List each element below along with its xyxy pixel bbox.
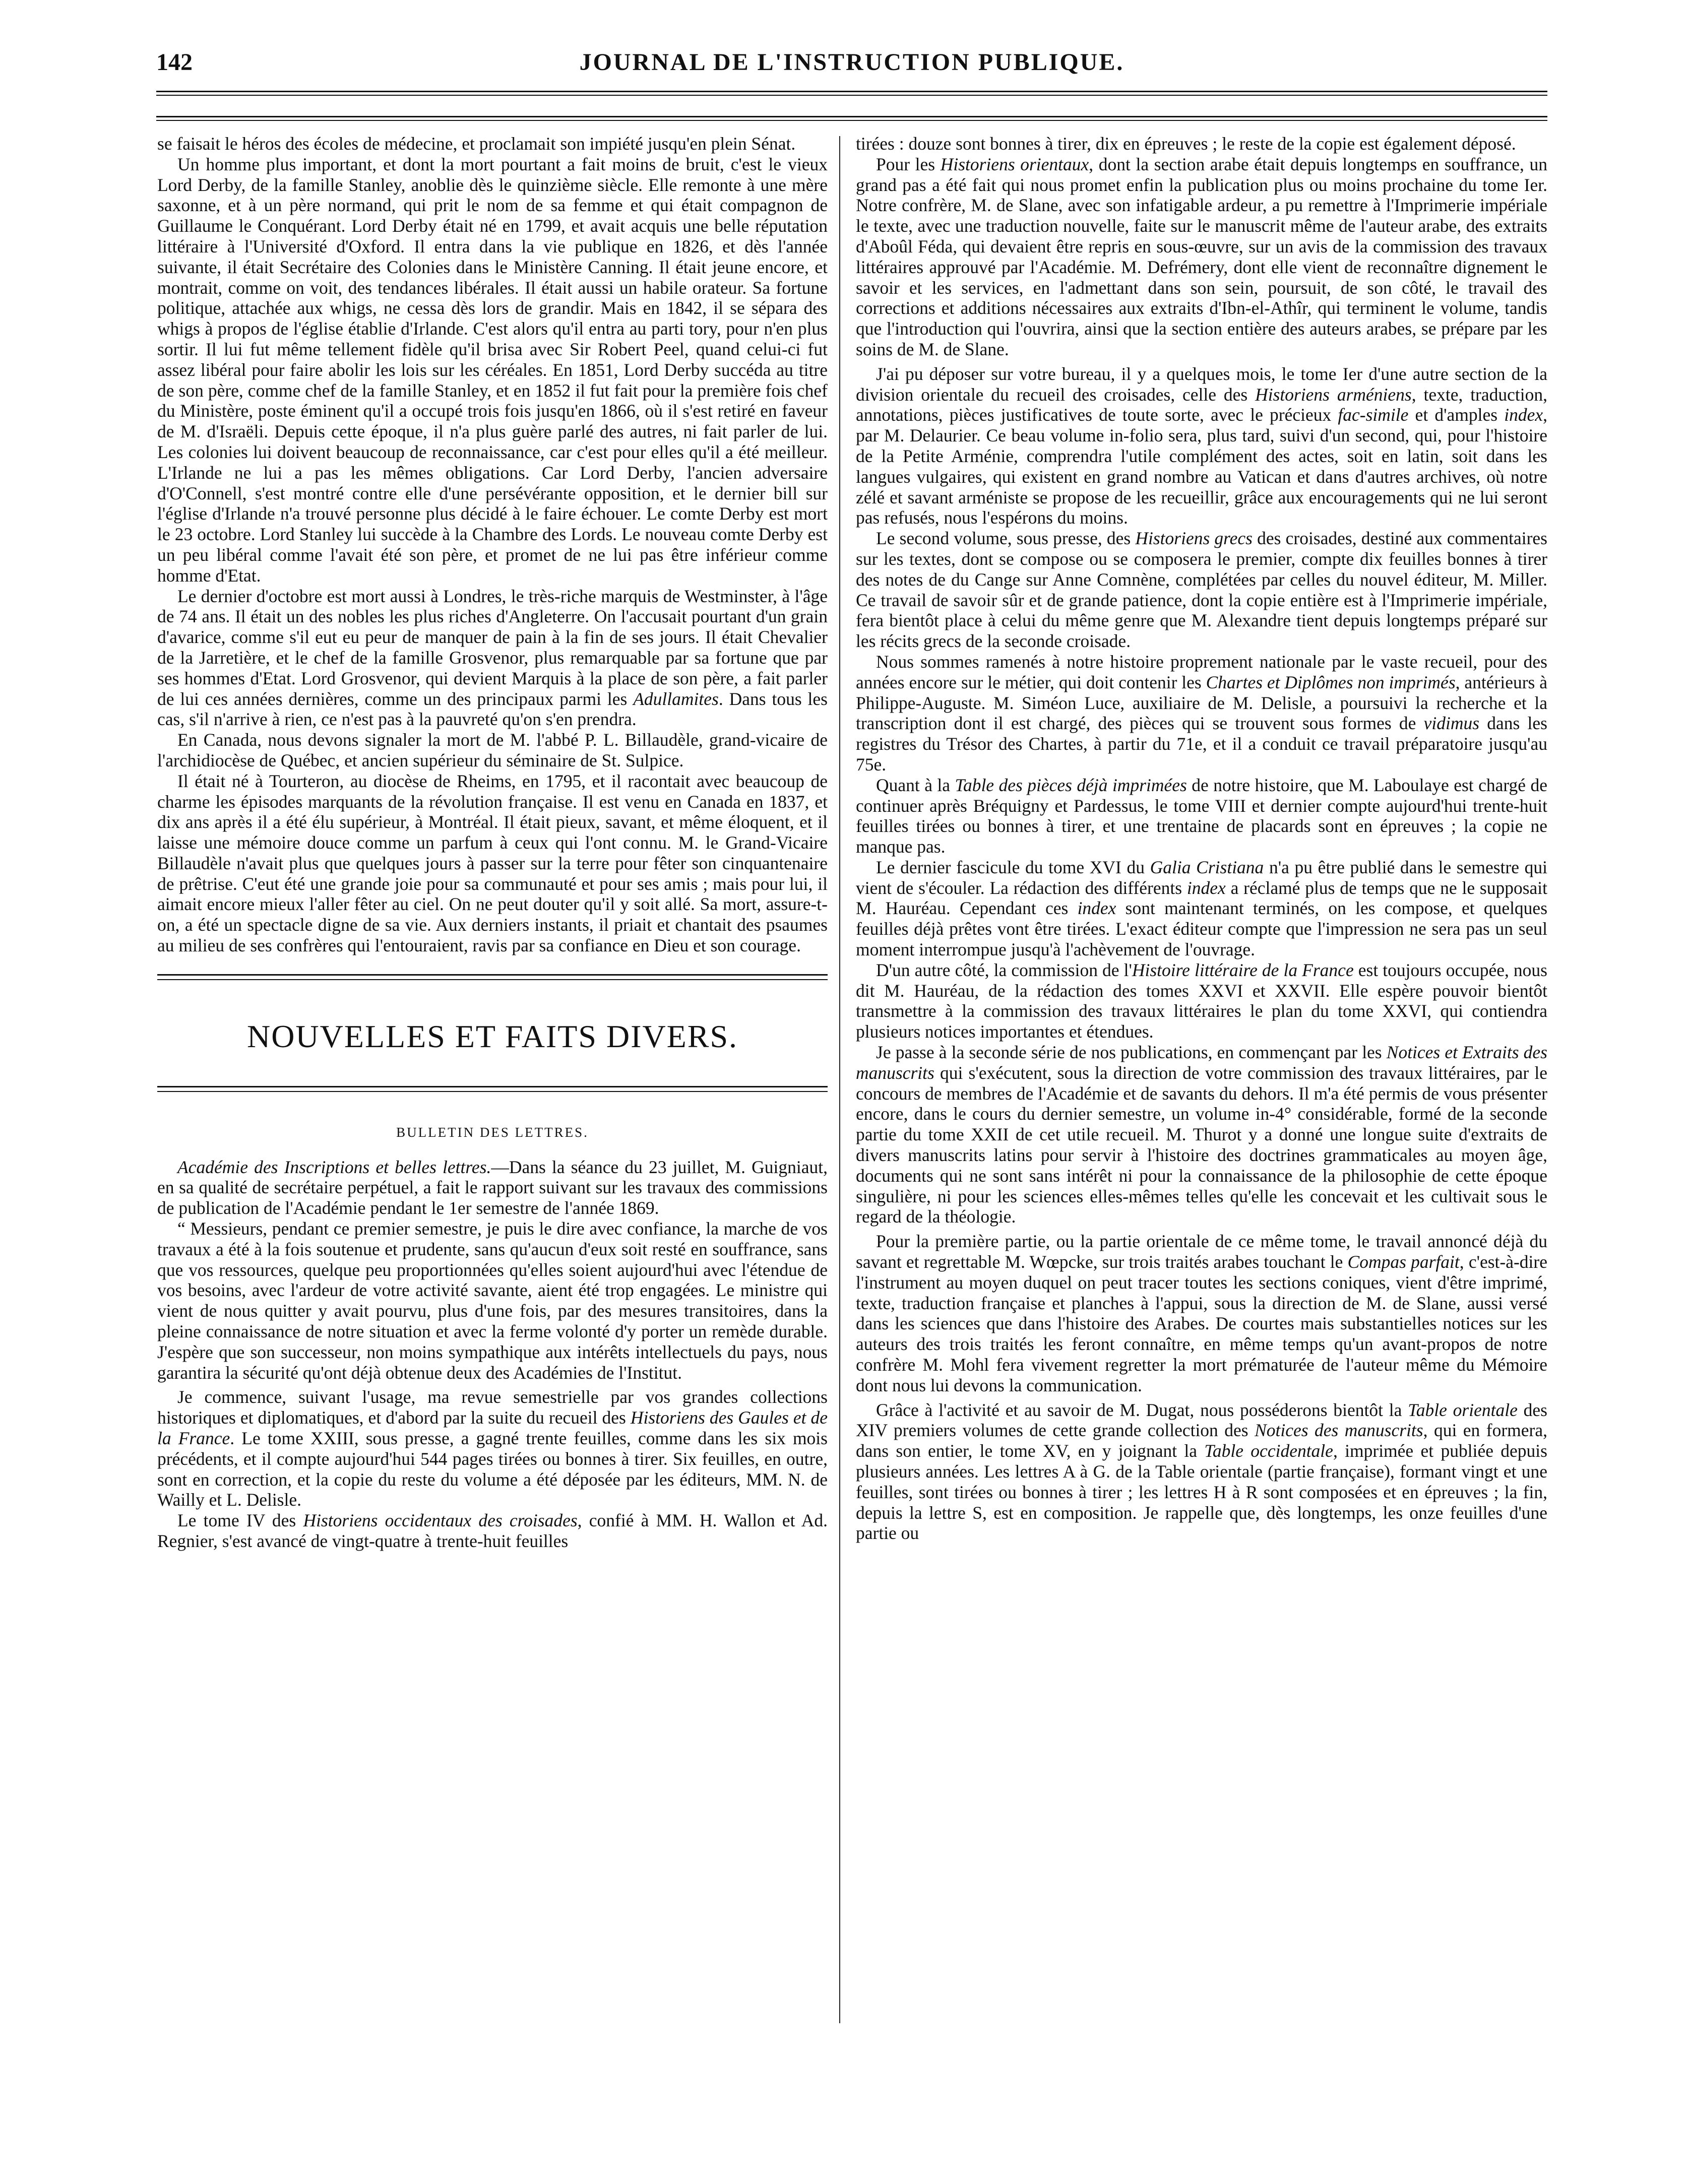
paragraph-notices-extraits: Je passe à la seconde série de nos publications, en commençant par les Notices et Extraits des manuscrits qui s'exécutent, sous la direction de votre commission des travaux littéraires, par le concours de membres de l'Académie et de savants du dehors. Il m'a été permis de vous présenter encore, dans le cours du dernier semestre, un volume in-4° considérable, formé de la seconde partie du tome XXII de cet utile recueil. M. Thurot y a donné une longue suite d'extraits de divers manuscrits latins pour servir à l'histoire des doctrines grammaticales au moyen âge, documents qui ne sont sans intérêt ni pour la connaissance de la philosophie de cette époque singulière, ni pour les sciences elles-mêmes telles qu'elle les concevait et les cultivait sous le regard de la théologie.	[856, 1042, 1547, 1227]
paragraph-lord-derby: Un homme plus important, et dont la mort pourtant a fait moins de bruit, c'est le vieux Lord Derby, de la famille Stanley, anoblie dès le quinzième siècle. Elle remonte à une mère saxonne, et à un père normand, qui prit le nom de sa femme et qui était compagnon de Guillaume le Conquérant. Lord Derby était né en 1799, et avait acquis une belle réputation littéraire à l'Université d'Oxford. Il entra dans la vie publique en 1826, et dès l'année suivante, il était Secrétaire des Colonies dans le Ministère Canning. Il était jeune encore, et montrait, comme on voit, des tendances libérales. Il était aussi un habile orateur. Sa fortune politique, attachée aux whigs, ne cessa dès lors de grandir. Mais en 1842, il se sépara des whigs à propos de l'église établie d'Irlande. C'est alors qu'il entra au parti tory, pour n'en plus sortir. Il lui fut même tellement fidèle qu'il brisa avec Sir Robert Peel, quand celui-ci fut assez libéral pour faire abolir les lois sur les céréales. En 1851, Lord Derby succéda au titre de son père, comme chef de la famille Stanley, et en 1852 il fut fait pour la première fois chef du Ministère, poste éminent qu'il a occupé trois fois jusqu'en 1866, où il s'est retiré en faveur de M. d'Israëli. Depuis cette époque, il n'a plus guère parlé des autres, ni fait parler de lui. Les colonies lui doivent beaucoup de reconnaissance, car c'est pour elles qu'il a été meilleur. L'Irlande ne lui a pas les mêmes obligations. Car Lord Derby, l'ancien adversaire d'O'Connell, s'est montré contre elle d'une persévérante opposition, et le dernier bill sur l'église d'Irlande n'a trouvé personne plus décidé à le faire échouer. Le comte Derby est mort le 23 octobre. Lord Stanley lui succède à la Chambre des Lords. Le nouveau comte Derby est un peu libéral comme l'avait été son père, et promet de ne lui pas être inférieur comme homme d'Etat.	[157, 154, 828, 586]
right-column	[856, 134, 1547, 1544]
column-divider	[839, 136, 840, 2023]
paragraph-historiens-armeniens: J'ai pu déposer sur votre bureau, il y a quelques mois, le tome Ier d'une autre section de la division orientale du recueil des croisades, celle des Historiens arméniens, texte, traduction, annotations, pièces justificatives de toute sorte, avec le précieux fac-simile et d'amples index, par M. Delaurier. Ce beau volume in-folio sera, plus tard, suivi d'un second, qui, pour l'histoire de la Petite Arménie, comprendra l'utile complément des actes, soit en latin, soit dans les langues vulgaires, qui existent en grand nombre au Vatican et dans d'autres archives, où notre zélé et savant arméniste se propose de les recueillir, grâce aux encouragements qui ne lui seront pas refusés, nous l'espérons du moins.	[856, 363, 1547, 528]
paragraph-tourteron: Il était né à Tourteron, au diocèse de Rheims, en 1795, et il racontait avec beaucoup de charme les épisodes marquants de la révolution française. Il est venu en Canada en 1837, et dix ans après il a été élu supérieur, à Montréal. Il était pieux, savant, et même éloquent, et il laisse une mémoire douce comme un parfum à ceux qui l'ont connu. M. le Grand-Vicaire Billaudèle n'avait plus que quelques jours à passer sur la terre pour fêter son cinquantenaire de prêtrise. C'eut été une grande joie pour sa communauté et pour ses amis ; mais pour lui, il aimait encore mieux l'aller fêter au ciel. On ne peut douter qu'il y soit allé. Sa mort, assure-t-on, a été un spectacle digne de sa vie. Aux derniers instants, il priait et chantait des psaumes au milieu de ses confrères qui l'entouraient, ravis par sa confiance en Dieu et son courage.	[157, 770, 828, 956]
section-rule-bottom	[157, 1086, 828, 1092]
paragraph-histoire-litteraire: D'un autre côté, la commission de l'Histoire littéraire de la France est toujours occupée, nous dit M. Hauréau, de la rédaction des tomes XXVI et XXVII. Elle espère pouvoir bientôt transmettre à la commission des travaux littéraires le plan du tome XXVI, qui contiendra plusieurs notices importantes et étendues.	[856, 959, 1547, 1042]
paragraph-galia-cristiana: Le dernier fascicule du tome XVI du Galia Cristiana n'a pu être publié dans le semestre qui vient de s'écouler. La rédaction des différents index a réclamé plus de temps que ne le supposait M. Hauréau. Cependant ces index sont maintenant terminés, on les compose, et quelques feuilles déjà prêtes vont être tirées. L'exact éditeur compte que l'impression ne sera pas un seul moment interrompue jusqu'à l'achèvement de l'ouvrage.	[856, 857, 1548, 960]
section-title: NOUVELLES ET FAITS DIVERS.	[246, 1018, 738, 1054]
page-header	[156, 48, 1547, 84]
paragraph-compas-parfait: Pour la première partie, ou la partie orientale de ce même tome, le travail annoncé déjà du savant et regrettable M. Wœpcke, sur trois traités arabes touchant le Compas parfait, c'est-à-dire l'instrument au moyen duquel on peut tracer toutes les sections coniques, vient d'être imprimé, texte, traduction française et planches à l'appui, sous la direction de M. de Slane, aussi versé dans les sciences que dans l'histoire des Arabes. De courtes mais substantielles notices sur les auteurs des trois traités les feront connaître, en même temps qu'un avant-propos de notre confrère M. Mohl fera vivement regretter la mort prématurée de l'auteur même du Mémoire dont nous lui devons la communication.	[856, 1231, 1547, 1395]
paragraph-historiens-grecs: Le second volume, sous presse, des Historiens grecs des croisades, destiné aux commentaires sur les textes, dont se compose ou se composera le premier, compte dix feuilles bonnes à tirer des notes de du Cange sur Anne Comnène, complétées par celles du nouvel éditeur, M. Miller. Ce travail de savoir sûr et de grande patience, dont la copie entière est à l'Imprimerie impériale, fera bientôt place à celui du même genre que M. Alexandre tient depuis longtemps préparé sur les récits grecs de la seconde croisade.	[856, 528, 1547, 652]
paragraph-messieurs: “ Messieurs, pendant ce premier semestre, je puis le dire avec confiance, la marche de vos travaux a été à la fois soutenue et prudente, sans qu'aucun d'eux soit resté en souffrance, sans que vos ressources, quelque peu proportionnées qu'elles soient aujourd'hui avec l'étendue de vos besoins, avec l'ardeur de votre activité savante, aient été trop engagées. Le ministre qui vient de nous quitter y avait pourvu, plus d'une fois, par des mesures transitoires, dans la pleine connaissance de notre situation et avec la ferme volonté d'y porter un remède durable. J'espère que son successeur, non moins sympathique aux intérêts intellectuels du pays, nous garantira la sécurité qu'ont déjà obtenue deux des Académies de l'Institut.	[157, 1218, 828, 1383]
paragraph-academie: Académie des Inscriptions et belles lettres.—Dans la séance du 23 juillet, M. Guigniaut, en sa qualité de secrétaire perpétuel, a fait le rapport suivant sur les travaux des commissions de publication de l'Académie pendant le 1er semestre de l'année 1869.	[157, 1157, 828, 1218]
page-number: 142	[156, 49, 193, 76]
paragraph: se faisait le héros des écoles de médecine, et proclamait son impiété jusqu'en plein Sénat.	[157, 134, 796, 154]
paragraph-croisades: Le tome IV des Historiens occidentaux des croisades, confié à MM. H. Wallon et Ad. Regnier, s'est avancé de vingt-quatre à trente-huit feuilles	[157, 1510, 828, 1552]
paragraph-table-pieces: Quant à la Table des pièces déjà imprimées de notre histoire, que M. Laboulaye est chargé de continuer après Bréquigny et Pardessus, le tome VIII et dernier compte aujourd'hui trente-huit feuilles tirées ou bonnes à tirer, et une trentaine de placards sont en épreuves ; la copie ne manque pas.	[856, 775, 1547, 857]
paragraph-table-orientale: Grâce à l'activité et au savoir de M. Dugat, nous posséderons bientôt la Table orientale des XIV premiers volumes de cette grande collection des Notices des manuscrits, qui en formera, dans son entier, le tome XV, en y joignant la Table occidentale, imprimée et publiée depuis plusieurs années. Les lettres A à G. de la Table orientale (partie française), formant vingt et une feuilles, sont tirées ou bonnes à tirer ; les lettres H à R sont composées et en épreuves ; la fin, depuis la lettre S, est en composition. Je rappelle que, dès longtemps, les onze feuilles d'une partie ou	[856, 1399, 1547, 1544]
section-rule-top	[157, 974, 828, 980]
paragraph: tirées : douze sont bonnes à tirer, dix en épreuves ; le reste de la copie est également déposé.	[856, 134, 1516, 154]
bulletin-heading: BULLETIN DES LETTRES.	[396, 1124, 589, 1140]
header-rule	[156, 91, 1547, 96]
paragraph-chartes: Nous sommes ramenés à notre histoire proprement nationale par le vaste recueil, pour des années encore sur le métier, qui doit contenir les Chartes et Diplômes non imprimés, antérieurs à Philippe-Auguste. M. Siméon Luce, auxiliaire de M. Delisle, a poursuivi la recherche et la transcription dont il est chargé, des pièces qui se trouvent sous formes de vidimus dans les registres du Trésor des Chartes, à partir du 71e, et il a conduit ce travail préparatoire jusqu'au 75e.	[856, 651, 1547, 775]
paragraph-billaudele: En Canada, nous devons signaler la mort de M. l'abbé P. L. Billaudèle, grand-vicaire de l'archidiocèse de Québec, et ancien supérieur du séminaire de St. Sulpice.	[157, 730, 828, 770]
paragraph-historiens-orientaux: Pour les Historiens orientaux, dont la section arabe était depuis longtemps en souffrance, un grand pas a été fait qui nous promet enfin la publication plus ou moins prochaine du tome Ier. Notre confrère, M. de Slane, avec son infatigable ardeur, a pu remettre à l'Imprimerie impériale le texte, avec une traduction nouvelle, faite sur le manuscrit même de l'auteur arabe, des extraits d'Aboûl Féda, qui devaient être repris en sous-œuvre, sur un avis de la commission des travaux littéraires approuvé par l'Académie. M. Defrémery, dont elle vient de reconnaître dignement le savoir et les services, en l'admettant dans son sein, poursuit, de son côté, le travail des corrections et additions nécessaires aux extraits d'Ibn-el-Athîr, qui terminent le volume, tandis que l'introduction qui l'ouvrira, ainsi que la section entière des auteurs arabes, se prépare par les soins de M. de Slane.	[856, 154, 1548, 359]
paragraph-historiens-gaules: Je commence, suivant l'usage, ma revue semestrielle par vos grandes collections historiques et diplomatiques, et d'abord par la suite du recueil des Historiens des Gaules et de la France. Le tome XXIII, sous presse, a gagné trente feuilles, comme dans les six mois précédents, et il compte aujourd'hui 544 pages tirées ou bonnes à tirer. Six feuilles, en outre, sont en correction, et la copie du reste du volume a été déposée par les éditeurs, MM. N. de Wailly et L. Delisle.	[157, 1387, 828, 1510]
header-rule-lower	[156, 116, 1547, 121]
paragraph-westminster: Le dernier d'octobre est mort aussi à Londres, le très-riche marquis de Westminster, à l'âge de 74 ans. Il était un des nobles les plus riches d'Angleterre. On l'accusait pourtant d'un grain d'avarice, comme s'il eut eu peur de manquer de pain à la fin de ses jours. Il était Chevalier de la Jarretière, et le chef de la famille Grosvenor, plus remarquable par sa fortune que par ses hommes d'Etat. Lord Grosvenor, qui devient Marquis à la place de son père, a fait parler de lui ces années dernières, comme un des principaux parmi les Adullamites. Dans tous les cas, s'il n'arrive à rien, ce n'est pas à la pauvreté qu'on s'en prendra.	[157, 586, 828, 730]
running-title: JOURNAL DE L'INSTRUCTION PUBLIQUE.	[579, 49, 1124, 76]
left-column	[157, 134, 828, 1552]
